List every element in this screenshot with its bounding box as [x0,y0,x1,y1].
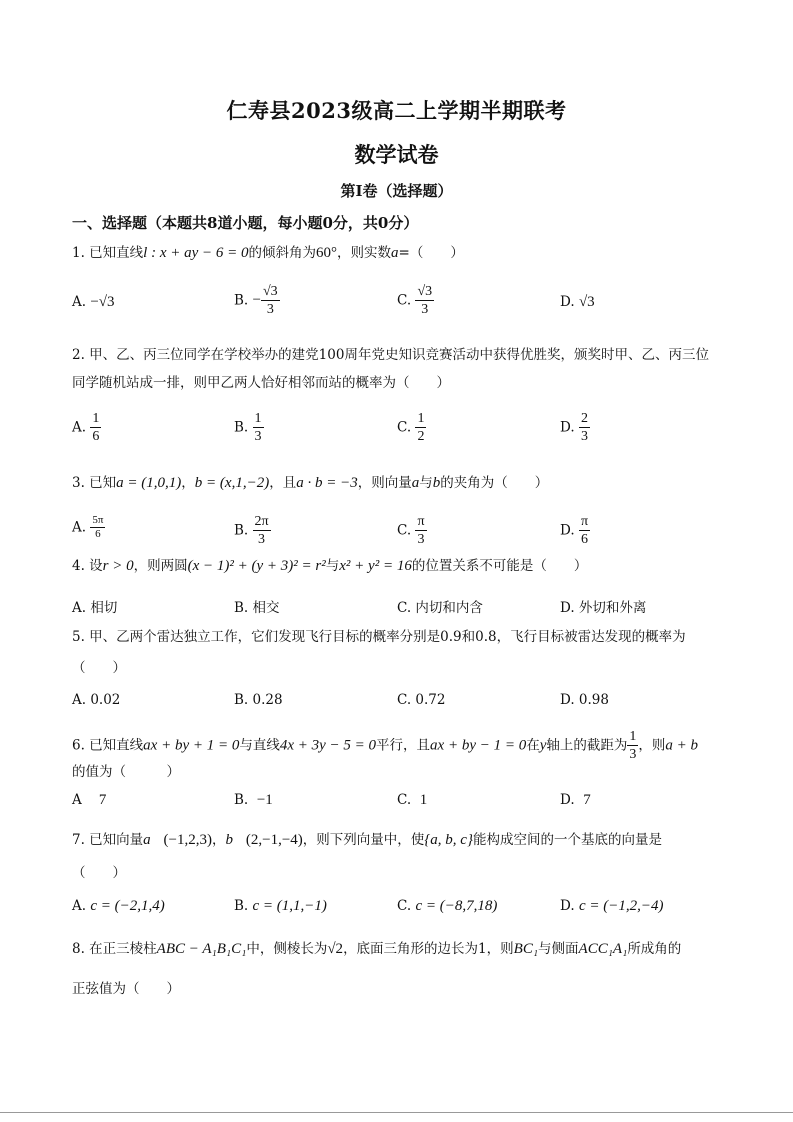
q8-mid3: 与侧面 [538,941,579,957]
q7-option-b-value: c = (1,1,−1) [252,898,327,914]
q1-option-a-value: −√3 [90,294,115,310]
q7-option-b-label: B. [234,898,249,914]
q6-option-d[interactable] [560,792,591,809]
q2-option-a-label: A. [72,419,87,436]
q1-eq: l : x + ay − 6 = 0 [143,245,249,261]
q3-and: ，且 [269,475,297,491]
q4-pre: 4. 设 [72,558,103,574]
q2-option-d-label: D. [560,419,575,436]
q8-mid1: 中，侧棱长为 [246,941,328,957]
q3-option-c[interactable] [397,513,427,548]
q6-option-b[interactable] [234,792,273,809]
q7-option-c-value: c = (−8,7,18) [415,898,498,914]
q3-pre: 3. 已知 [72,475,117,491]
q4-mid: ，则两圆 [133,558,188,574]
q6-option-b-label: B. [234,792,249,808]
q7-option-a-label: A. [72,898,87,914]
q2-option-b-num: 1 [254,411,262,426]
q3-vector-a-eq: a = (1,0,1) [116,475,182,491]
q4-option-a[interactable]: A. 相切 [72,600,118,616]
q7-comma: ， [212,832,226,848]
q1-option-d-label: D. [560,294,575,310]
question-4 [72,555,587,577]
q2-option-b-fraction [253,410,264,445]
q6-mid4: 轴上的截距为 [546,737,628,754]
q2-option-b[interactable] [234,410,264,445]
q1-option-b-label: B. [234,292,249,309]
q7-option-d[interactable] [560,898,663,915]
part-heading: 第I卷（选择题） [340,182,453,200]
q7-a-value: (−1,2,3) [163,832,212,848]
q3-option-d-num: π [580,514,589,529]
q4-condition: r > 0 [102,558,134,574]
q6-option-a-label: A [72,792,82,808]
q6-mid5: ，则 [638,737,666,754]
q6-mid3: 在 [526,737,540,754]
q7-option-a[interactable] [72,898,165,915]
q1-option-c-fraction [415,283,434,318]
q3-tail: 的夹角为（ ） [440,475,549,491]
q3-option-a-den: 6 [95,528,101,540]
q1-option-c[interactable] [397,283,434,318]
q6-line-2: 4x + 3y − 5 = 0 [279,737,377,754]
q6-fraction-num: 1 [629,729,637,744]
q3-option-c-fraction [415,513,426,548]
q6-ab: a + b [665,737,699,754]
q7-option-d-value: c = (−1,2,−4) [578,898,664,914]
q3-b: b [432,475,441,491]
q5-option-d[interactable]: D. 0.98 [560,692,609,708]
q6-option-c-value: 1 [419,792,428,808]
q1-option-d-value: √3 [578,294,595,310]
q3-option-b-fraction [253,513,271,548]
q1-post: ，则实数 [337,245,392,261]
q2-option-c-label: C. [397,419,412,436]
q6-line-3: ax + by − 1 = 0 [430,737,527,754]
q8-bc1: BC₁ [513,941,539,957]
q4-circle-2: x² + y² = 16 [339,558,412,574]
q6-option-b-value: −1 [256,792,273,808]
q1-option-d[interactable] [560,294,595,311]
q4-option-c[interactable]: C. 内切和内含 [397,600,483,616]
q2-option-d[interactable] [560,410,590,445]
q3-with: 与 [419,475,433,491]
q8-mid4: 所成角的 [627,941,682,957]
q1-option-b[interactable] [234,283,280,318]
q1-pre: 1. 已知直线 [72,245,144,261]
q3-option-c-den: 3 [417,532,425,547]
q6-option-a[interactable] [72,792,106,809]
q3-option-c-label: C. [397,522,412,539]
page-subtitle: 数学试卷 [354,142,439,167]
q4-tail: 的位置关系不可能是（ ） [411,558,588,574]
q3-option-d[interactable] [560,513,590,548]
q6-option-c-label: C. [397,792,412,808]
question-6-line2: 的值为（ ） [72,764,180,780]
q4-with: 与 [325,558,340,574]
q7-option-c[interactable] [397,898,497,915]
q6-y: y [539,737,547,754]
q7-option-c-label: C. [397,898,412,914]
q6-option-d-value: 7 [583,792,591,808]
q5-option-c[interactable]: C. 0.72 [397,692,446,708]
q2-option-a-den: 6 [92,429,100,444]
q1-option-c-den: 3 [421,302,429,317]
q1-option-a[interactable] [72,294,115,311]
q5-option-a[interactable]: A. 0.02 [72,692,121,708]
q7-mid: ，则下列向量中，使 [302,832,425,848]
question-7 [72,829,662,851]
q6-pre: 6. 已知直线 [72,737,144,754]
q7-option-a-value: c = (−2,1,4) [90,898,165,914]
q2-option-b-label: B. [234,419,249,436]
q1-tail: =（ ） [398,245,464,261]
question-8-line2: 正弦值为（ ） [72,981,180,997]
question-8 [72,938,681,960]
q8-pre: 8. 在正三棱柱 [72,941,157,957]
question-1 [72,242,464,264]
q3-option-d-den: 6 [580,532,588,547]
question-7-paren: （ ） [72,865,126,881]
q2-option-b-den: 3 [254,429,262,444]
q8-mid2: ，底面三角形的边长为1，则 [343,941,514,957]
q1-angle: 60° [316,245,338,261]
page-bottom-rule [0,1112,793,1113]
q7-tail: 能构成空间的一个基底的向量是 [472,832,662,848]
q6-fraction [627,728,638,763]
q6-option-c[interactable] [397,792,427,809]
q6-option-d-label: D. [560,792,575,808]
q2-option-a-fraction [90,410,101,445]
q1-option-b-sign: − [252,292,261,308]
q2-option-c-fraction [415,410,426,445]
q2-option-c-den: 2 [417,429,425,444]
q1-var: a [391,245,399,261]
q3-option-b[interactable] [234,513,271,548]
q1-option-c-label: C. [397,292,412,309]
question-5-paren: （ ） [72,660,126,676]
q2-option-d-fraction [579,410,590,445]
q6-mid1: 与直线 [239,737,280,754]
q3-option-b-den: 3 [258,532,266,547]
q7-pre: 7. 已知向量 [72,832,144,848]
q2-option-a[interactable] [72,410,101,445]
q3-vector-b-eq: b = (x,1,−2) [194,475,270,491]
q2-option-c[interactable] [397,410,426,445]
q8-face: ACC₁A₁ [578,941,628,957]
q6-mid2: 平行，且 [376,737,431,754]
q2-option-d-num: 2 [580,411,588,426]
q1-option-b-num: √3 [262,284,278,299]
q2-option-a-num: 1 [92,411,100,426]
q3-a: a [411,475,420,491]
q7-option-b[interactable] [234,898,327,915]
q3-post: ，则向量 [357,475,412,491]
q3-option-d-label: D. [560,522,575,539]
q3-option-a-label: A. [72,519,87,536]
question-5: 5. 甲、乙两个雷达独立工作，它们发现飞行目标的概率分别是0.9和0.8，飞行目标被雷达发现的概率为 [72,629,686,645]
q3-option-d-fraction [579,513,590,548]
q6-fraction-den: 3 [629,747,637,762]
q2-option-d-den: 3 [580,429,588,444]
q3-option-b-label: B. [234,522,249,539]
q4-option-b[interactable]: B. 相交 [234,600,280,616]
q2-option-c-num: 1 [417,411,425,426]
q3-comma: ， [181,475,195,491]
q3-option-a-fraction [90,514,105,541]
q3-option-b-num: 2π [254,514,269,529]
q1-option-c-num: √3 [417,284,433,299]
q7-b-value: (2,−1,−4) [245,832,303,848]
q7-set: {a, b, c} [424,832,473,848]
q7-option-d-label: D. [560,898,575,914]
q1-option-b-den: 3 [266,302,274,317]
q1-option-b-fraction [261,283,280,318]
section-heading: 一、选择题（本题共8道小题，每小题0分，共0分） [72,214,419,232]
q3-option-a-num: 5π [92,514,104,526]
page-title: 仁寿县2023级高二上学期半期联考 [226,98,567,123]
q7-a: a [143,832,151,848]
question-2: 2. 甲、乙、丙三位同学在学校举办的建党100周年党史知识竞赛活动中获得优胜奖，颁奖时甲、乙、丙三位同学随机站成一排，则甲乙两人恰好相邻而站的概率为（ ） [72,347,709,391]
q8-prism: ABC − A₁B₁C₁ [156,941,247,957]
q5-option-b[interactable]: B. 0.28 [234,692,283,708]
q4-option-d[interactable]: D. 外切和外离 [560,600,647,616]
q7-b: b [225,832,233,848]
question-3 [72,472,548,494]
q4-circle-1: (x − 1)² + (y + 3)² = r² [187,558,326,574]
q6-line-1: ax + by + 1 = 0 [143,737,240,754]
q1-mid: 的倾斜角为 [248,245,317,261]
q1-option-a-label: A. [72,294,87,310]
q6-option-a-value: 7 [98,792,107,808]
q3-option-c-num: π [417,514,425,529]
q3-option-a[interactable] [72,514,105,541]
question-6 [72,728,698,763]
q3-dot-eq: a · b = −3 [296,475,358,491]
q8-length: √2 [327,941,344,957]
